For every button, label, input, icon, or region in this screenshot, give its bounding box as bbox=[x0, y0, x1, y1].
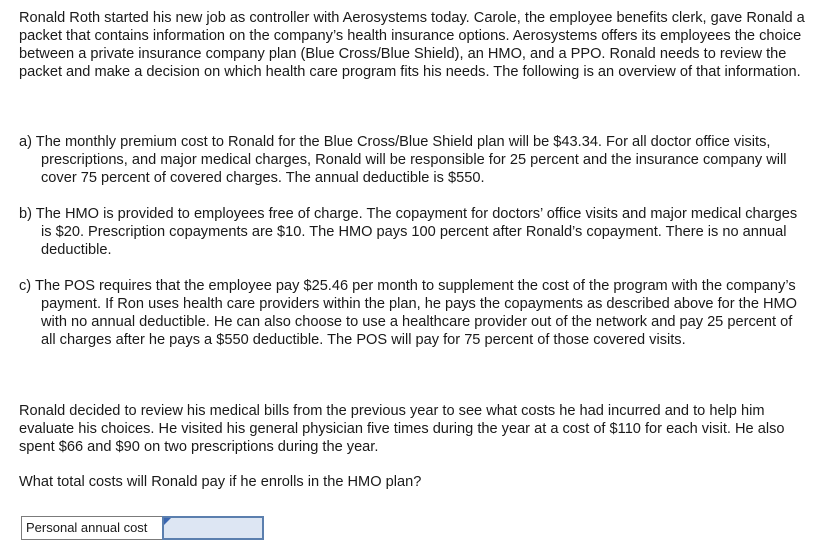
option-text: The POS requires that the employee pay $25.46 per month to supplement the cost of the program with the company’s payment. If Ron uses health care providers within the plan, he pays the copayments as described above for the HMO with no annual deductible. He can also choose to use a healthcare provider out of the network and pay 25 percent of all charges after he pays a $550 deductible. The POS will pay for 75 percent of those covered visits. bbox=[34, 278, 798, 348]
option-marker: a) bbox=[19, 134, 36, 150]
option-text: The HMO is provided to employees free of charge. The copayment for doctors’ office visits and major medical charges is $20. Prescription copayments are $10. The HMO pays 100 percent after Ronald’s copayment. There is no annual deductible. bbox=[35, 206, 798, 258]
option-text: The monthly premium cost to Ronald for the Blue Cross/Blue Shield plan will be $43.34. For all doctor office visits, prescriptions, and major medical charges, Ronald will be responsible for 25 percent and the insurance company will cover 75 percent of covered charges. The annual deductible is $550. bbox=[35, 134, 787, 186]
cell-corner-marker-icon bbox=[164, 518, 171, 525]
intro-paragraph: Ronald Roth started his new job as controller with Aerosystems today. Carole, the employee benefits clerk, gave Ronald a packet that contains information on the company’s health insurance options. Aerosystems offers its employees the choice between a private insurance company plan (Blue Cross/Blue Shield), an HMO, and a PPO. Ronald needs to review the packet and make a decision on which health care program fits his needs. The following is an overview of that information. bbox=[19, 10, 805, 80]
option-marker: b) bbox=[19, 206, 36, 222]
answer-label: Personal annual cost bbox=[21, 516, 162, 540]
followup-paragraph: Ronald decided to review his medical bills from the previous year to see what costs he had incurred and to help him evaluate his choices. He visited his general physician five times during the year at a cost of $110 for each visit. He also spent $66 and $90 on two prescriptions during the year. bbox=[19, 403, 785, 455]
plan-option-a bbox=[19, 133, 809, 187]
plan-option-b bbox=[19, 205, 809, 259]
personal-annual-cost-input[interactable] bbox=[164, 518, 262, 538]
answer-input-wrapper[interactable] bbox=[162, 516, 264, 540]
question-text: What total costs will Ronald pay if he enrolls in the HMO plan? bbox=[19, 474, 422, 490]
answer-row bbox=[21, 516, 264, 540]
option-marker: c) bbox=[19, 278, 35, 294]
plan-options-list bbox=[19, 133, 809, 367]
plan-option-c bbox=[19, 277, 809, 349]
